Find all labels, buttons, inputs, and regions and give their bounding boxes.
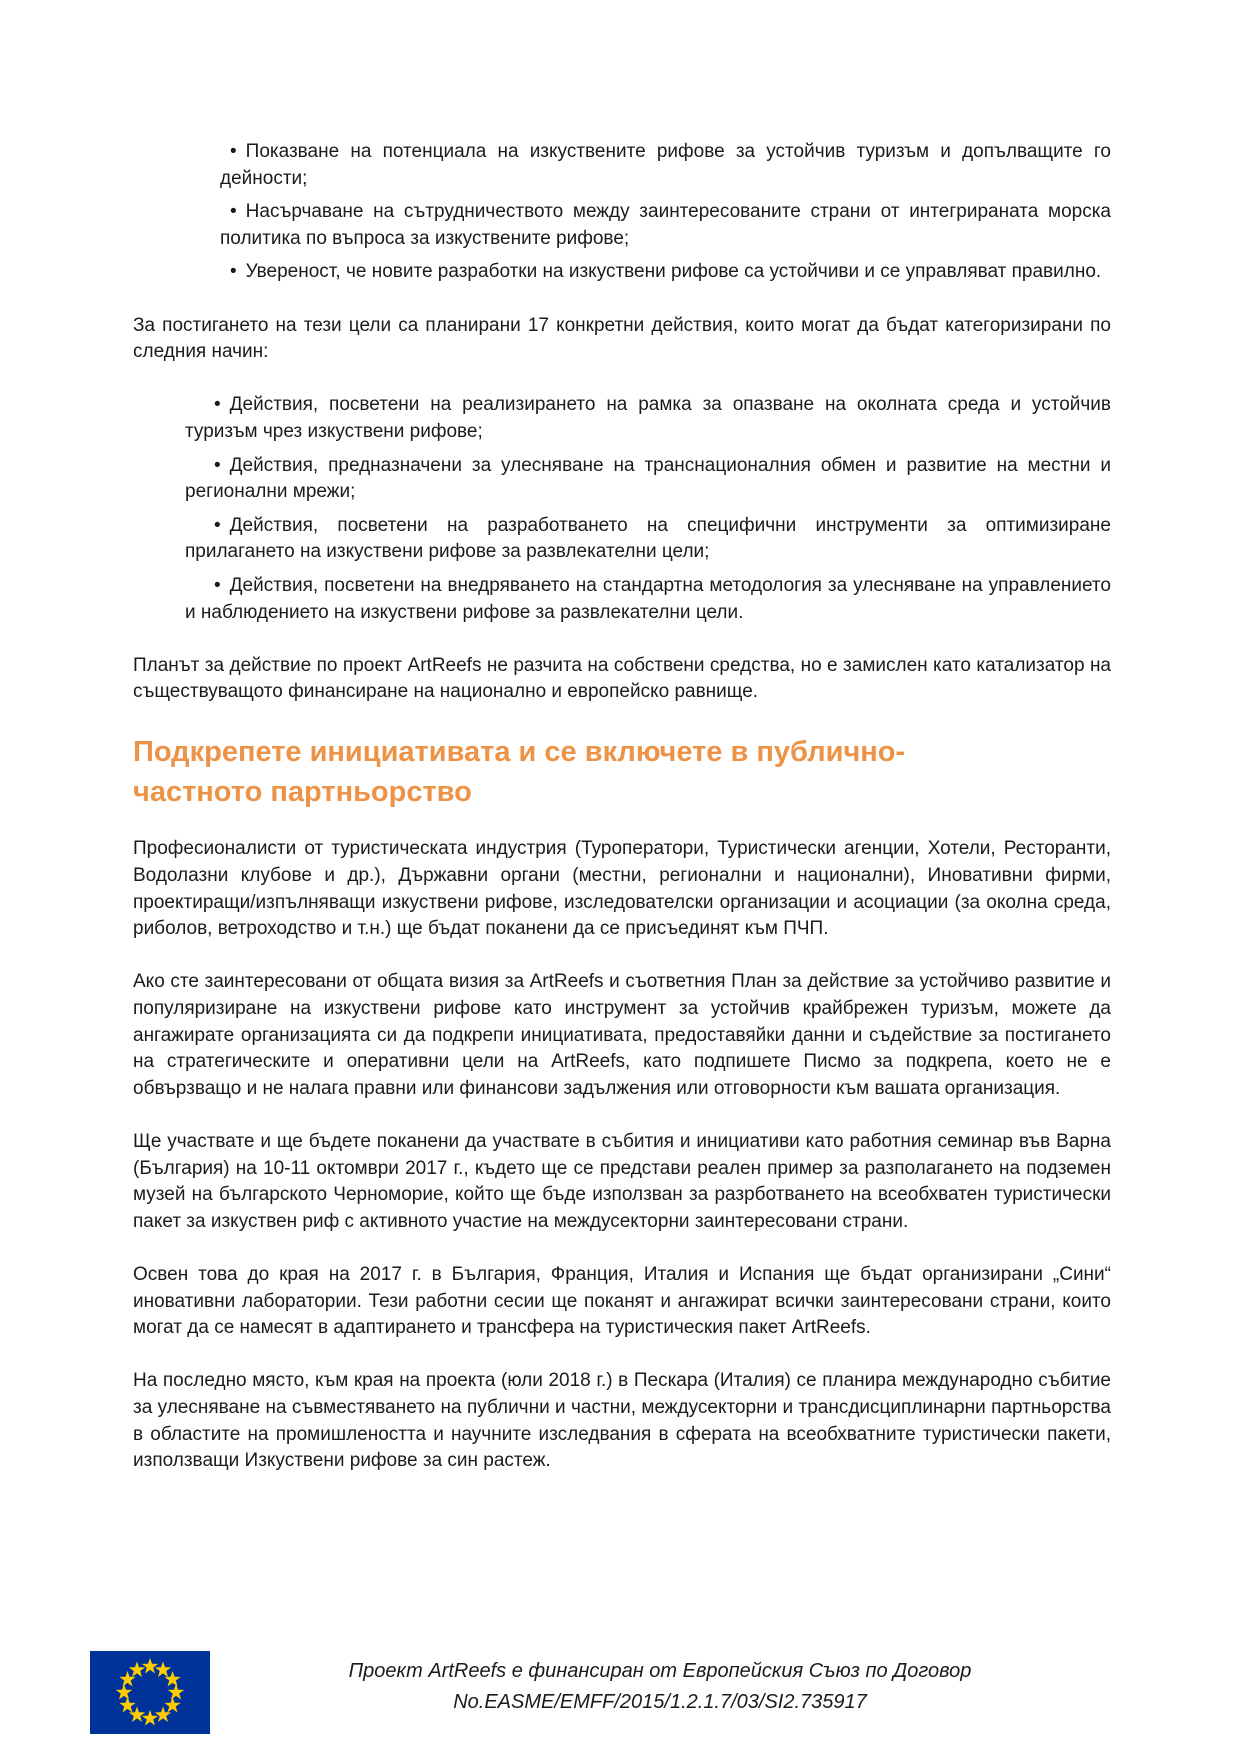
list-item-text: Показване на потенциала на изкуствените рифове за устойчив туризъм и допълващите го дейности; [220,141,1111,189]
list-item [185,573,1111,626]
list-item [185,513,1111,566]
list-item [220,139,1111,192]
paragraph-events: Ще участвате и ще бъдете поканени да участвате в събития и инициативи като работния семинар във Варна (България) на 10-11 октомври 2017 г., където ще се представи реален пример за разполагането на подземен музей на българското Черноморие, който ще бъде използван за разрботването на всеобхватен туристически пакет за изкуствен риф с активното участие на междусекторни заинтересовани страни. [133,1131,1111,1232]
section-heading [133,732,1111,812]
bullet-icon: • [230,261,237,283]
paragraph-vision: Ако сте заинтересовани от общата визия за ArtReefs и съответния План за действие за устойчиво развитие и популяризиране на изкуствени рифове като инструмент за устойчив крайбрежен туризъм, можете да ангажирате организацията си да подкрепи инициативата, предоставяйки данни и съдействие за постигането на стратегическите и оперативни цели на ArtReefs, като подпишете Писмо за подкрепа, което не е обвързващо и не налага правни или финансови задължения или отговорности към вашата организация. [133,971,1111,1099]
list-item [185,453,1111,506]
footer-line1: Проект ArtReefs е финансиран от Европейския Съюз по Договор [348,1660,972,1682]
list-item-text: Увереност, че новите разработки на изкуствени рифове са устойчиви и се управляват правилно. [245,261,1102,283]
list-item [220,199,1111,252]
list-item-text: Действия, посветени на реализирането на рамка за опазване на околната среда и устойчив туризъм чрез изкуствени рифове; [185,394,1111,442]
list-item [185,392,1111,445]
bullet-icon: • [214,454,221,476]
list-item-text: Насърчаване на сътрудничеството между заинтересованите страни от интегрираната морска политика по въпроса за изкуствените рифове; [220,201,1111,249]
document-body [133,139,1111,1501]
actions-bullet-list [133,392,1111,626]
section-heading-line1: Подкрепете инициативата и се включете в публично- [133,736,906,769]
bullet-icon: • [214,394,221,416]
page-footer [90,1651,1110,1734]
eu-flag [90,1651,210,1734]
paragraph-goals-intro: За постигането на тези цели са планирани 17 конкретни действия, които могат да бъдат категоризирани по следния начин: [133,314,1111,363]
list-item-text: Действия, предназначени за улесняване на транснационалния обмен и развитие на местни и регионални мрежи; [185,454,1111,503]
footer-line2: No.EASME/EMFF/2015/1.2.1.7/03/SI2.735917 [453,1691,867,1713]
bullet-icon: • [214,574,221,596]
list-item-text: Действия, посветени на внедряването на стандартна методология за улесняване на управлението и наблюдението на изкуствени рифове за развлекателни цели. [185,574,1111,623]
paragraph-final-event: На последно място, към края на проекта (юли 2018 г.) в Пескара (Италия) се планира международно събитие за улесняване на съвместяването на публични и частни, междусекторни и трансдисциплинарни партньорства в областите на промишлеността и научните изследвания в сферата на всеобхватните туристически пакети, използващи Изкуствени рифове за син растеж. [133,1370,1111,1472]
paragraph-plan-funding: Планът за действие по проект ArtReefs не разчита на собствени средства, но е замислен като катализатор на съществуващото финансиране на национално и европейско равнище. [133,654,1111,703]
intro-bullet-list [133,139,1111,286]
footer-funding-note [210,1651,1110,1718]
paragraph-professionals: Професионалисти от туристическата индустрия (Туроператори, Туристически агенции, Хотели, Ресторанти, Водолазни клубове и др.), Държавни органи (местни, регионални и национални), Иновативни фирми, проектиращи/изпълняващи изкуствени рифове, изследователски организации и асоциации (за околна среда, риболов, ветроходство и т.н.) ще бъдат поканени да се присъединят към ПЧП. [133,838,1111,940]
list-item-text: Действия, посветени на разработването на специфични инструменти за оптимизиране прилагането на изкуствени рифове за развлекателни цели; [185,514,1111,563]
bullet-icon: • [230,201,237,223]
bullet-icon: • [214,514,221,536]
list-item [220,259,1111,286]
section-heading-line2: частното партньорство [133,776,472,809]
bullet-icon: • [230,141,237,162]
paragraph-labs: Освен това до края на 2017 г. в България, Франция, Италия и Испания ще бъдат организирани „Сини“ иновативни лаборатории. Тези работни сесии ще поканят и ангажират всички заинтересовани страни, които могат да се намесят в адаптирането и трансфера на туристическия пакет ArtReefs. [133,1263,1111,1339]
